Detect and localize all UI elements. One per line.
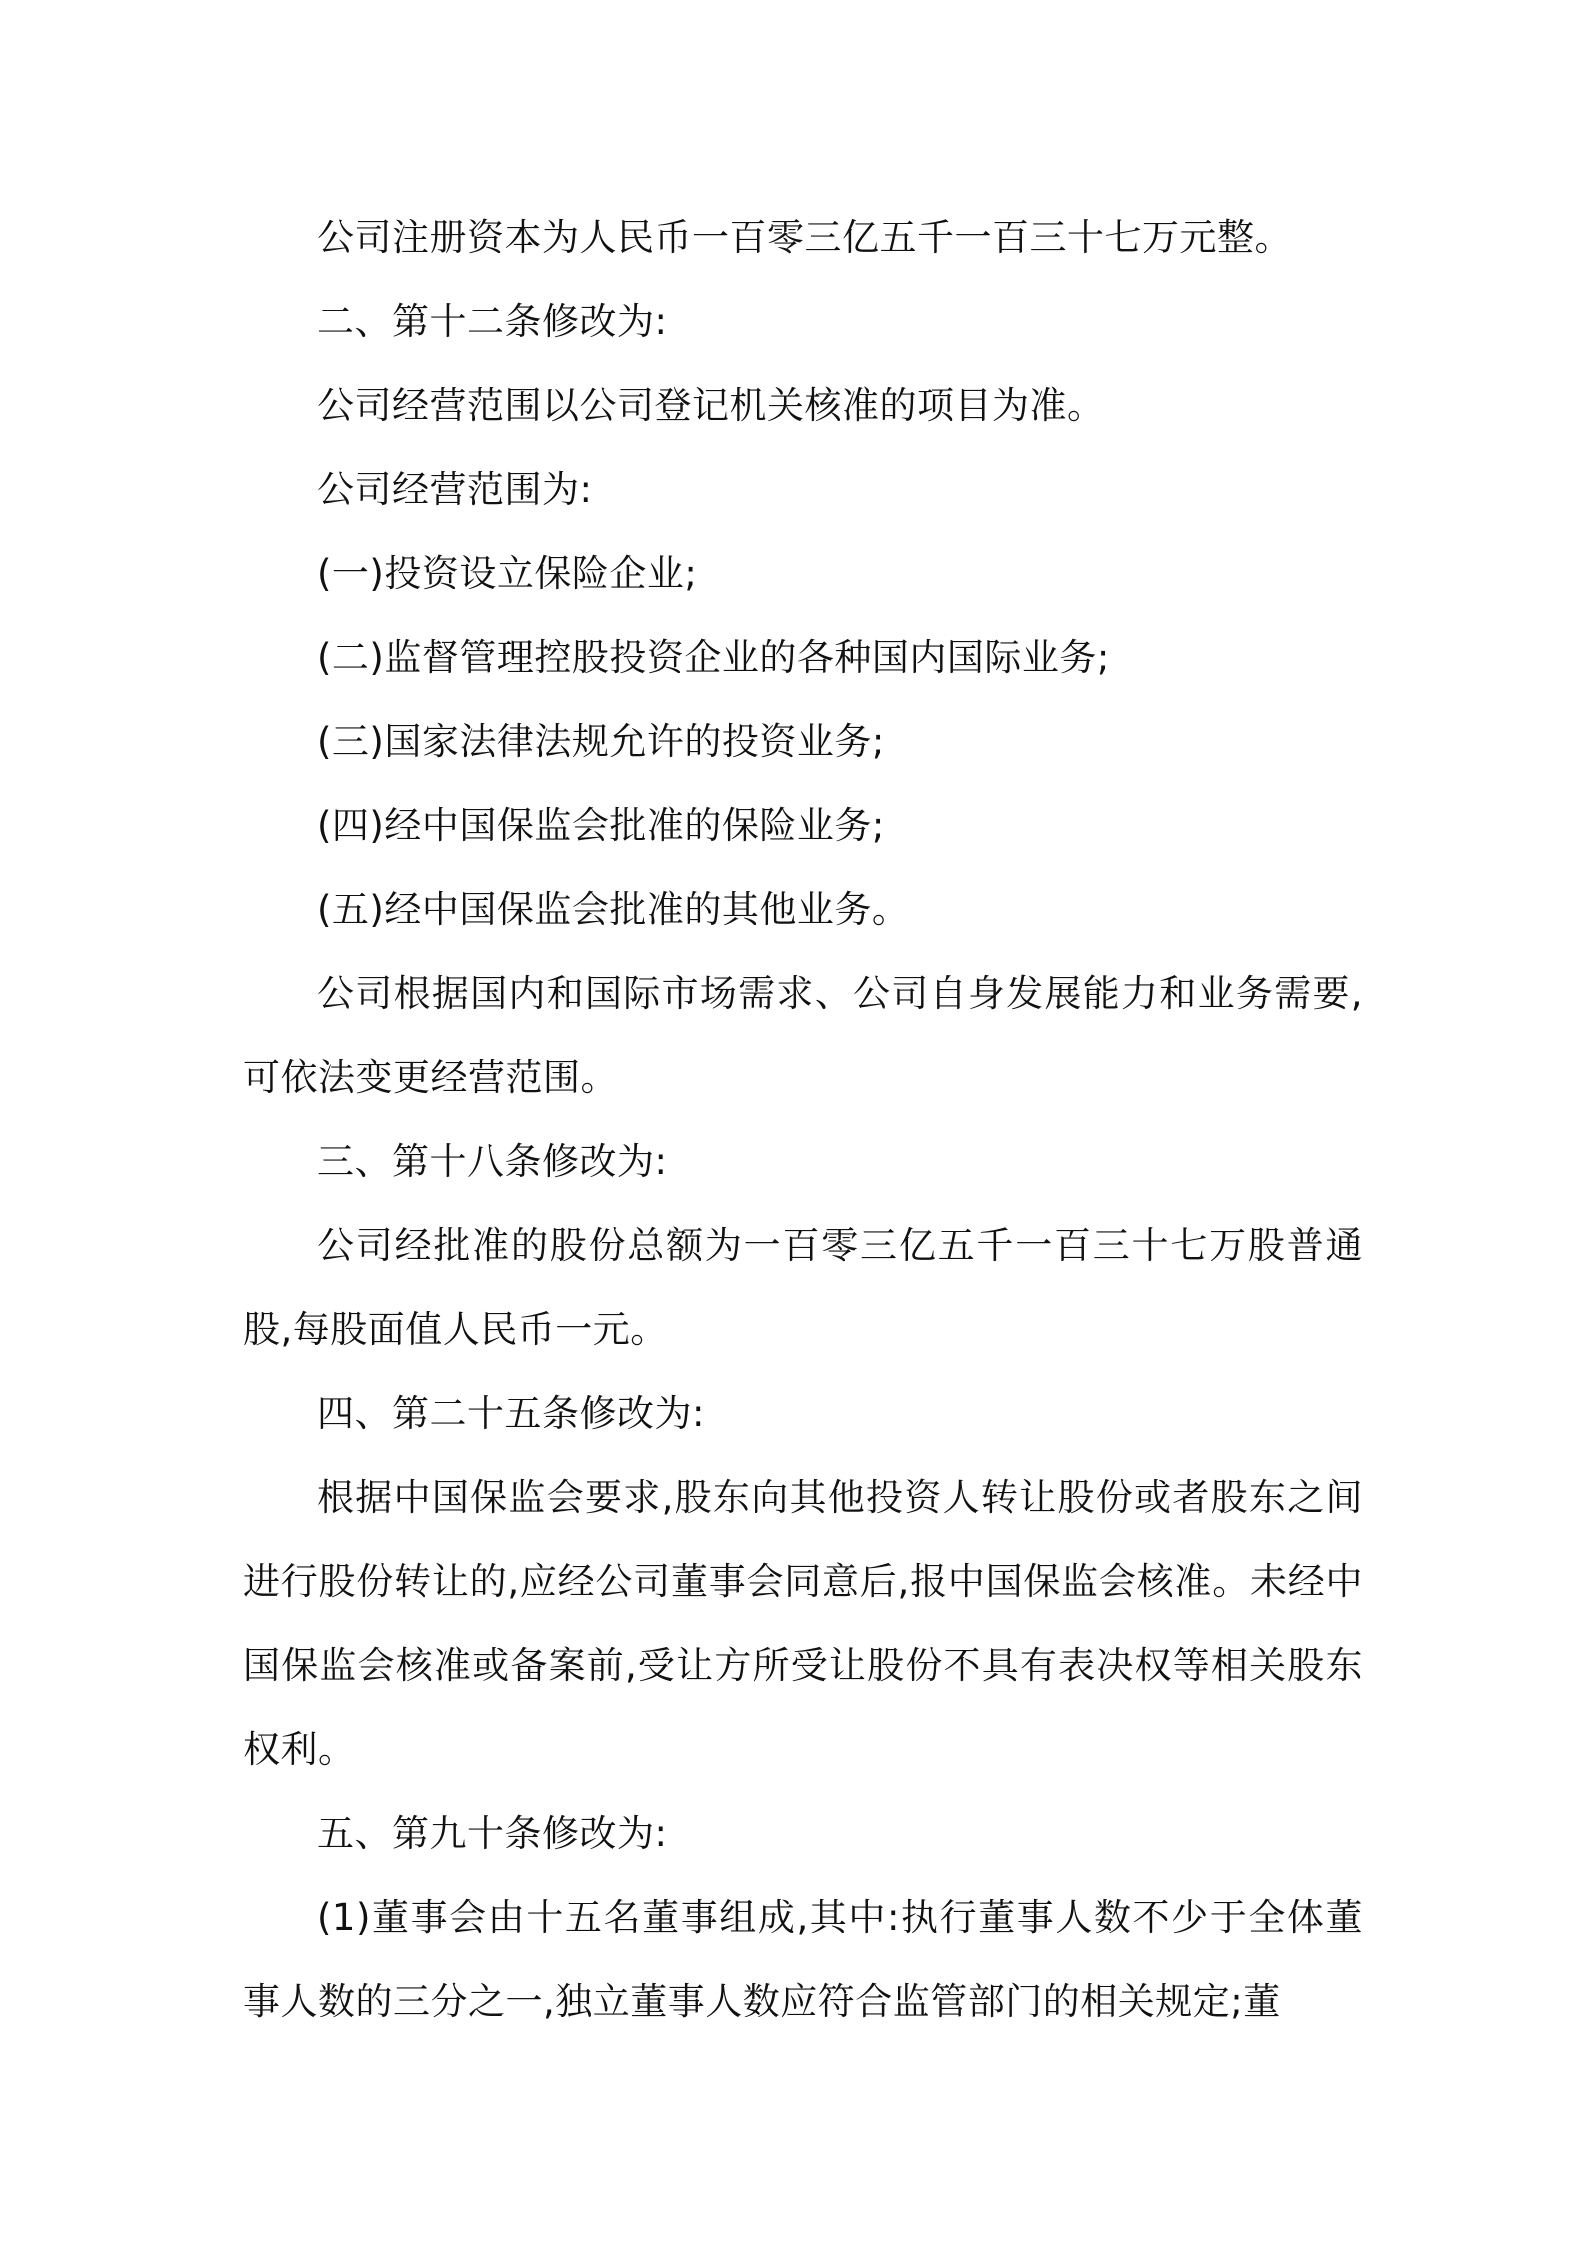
document-body	[243, 196, 1363, 2044]
list-item-scope-1: (一)投资设立保险企业;	[317, 552, 698, 595]
paragraph-share-transfer: 根据中国保监会要求,股东向其他投资人转让股份或者股东之间进行股份转让的,应经公司董事会同意后,报中国保监会核准。未经中国保监会核准或备案前,受让方所受让股份不具有表决权等相关股东权利。	[243, 1476, 1363, 1771]
paragraph-business-scope-basis: 公司经营范围以公司登记机关核准的项目为准。	[317, 384, 1105, 427]
heading-article-12: 二、第十二条修改为:	[317, 300, 668, 343]
list-item-scope-4: (四)经中国保监会批准的保险业务;	[317, 804, 885, 847]
paragraph-scope-change: 公司根据国内和国际市场需求、公司自身发展能力和业务需要,可依法变更经营范围。	[243, 972, 1363, 1099]
list-item-scope-3: (三)国家法律法规允许的投资业务;	[317, 720, 885, 763]
paragraph-total-shares: 公司经批准的股份总额为一百零三亿五千一百三十七万股普通股,每股面值人民币一元。	[243, 1224, 1363, 1351]
list-item-scope-2: (二)监督管理控股投资企业的各种国内国际业务;	[317, 636, 1110, 679]
heading-article-18: 三、第十八条修改为:	[317, 1140, 668, 1183]
paragraph-registered-capital: 公司注册资本为人民币一百零三亿五千一百三十七万元整。	[317, 216, 1292, 259]
paragraph-board-composition: (1)董事会由十五名董事组成,其中:执行董事人数不少于全体董事人数的三分之一,独立董事人数应符合监管部门的相关规定;董	[243, 1896, 1363, 2023]
heading-article-25: 四、第二十五条修改为:	[317, 1392, 705, 1435]
list-item-scope-5: (五)经中国保监会批准的其他业务。	[317, 888, 910, 931]
paragraph-business-scope-intro: 公司经营范围为:	[317, 468, 593, 511]
heading-article-90: 五、第九十条修改为:	[317, 1812, 668, 1855]
